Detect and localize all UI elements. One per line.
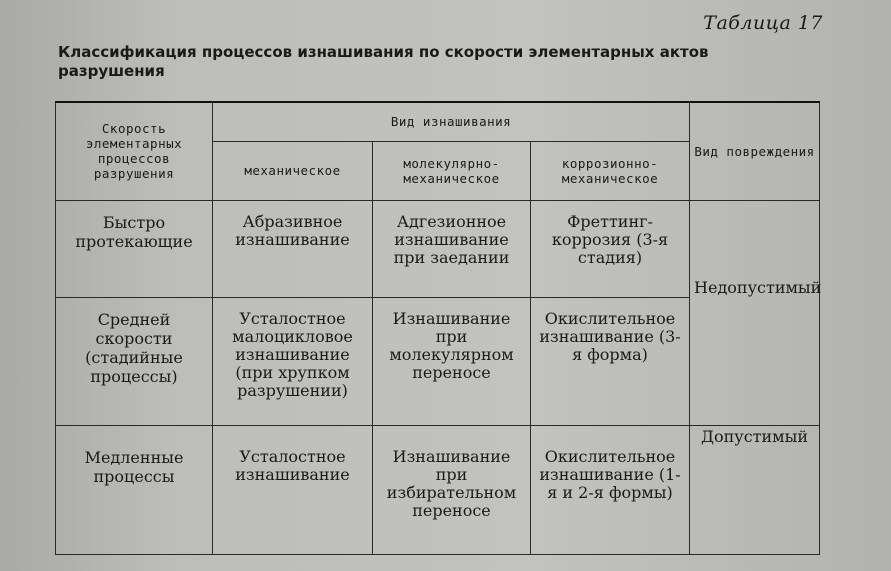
header-molecular-mechanical: молекулярно-механическое <box>373 141 531 200</box>
cell-mechanical: Усталостное малоцикловое изнашивание (при хрупком разрушении) <box>213 297 373 425</box>
table-row <box>56 425 820 554</box>
cell-molecular: Изнашивание при избирательном переносе <box>373 425 531 554</box>
cell-molecular: Изнашивание при молекулярном переносе <box>373 297 531 425</box>
row-speed: Средней скорости (стадийные процессы) <box>56 297 213 425</box>
cell-corrosion: Фреттинг-коррозия (3-я стадия) <box>531 200 690 297</box>
damage-acceptable: Допустимый <box>690 425 820 554</box>
cell-mechanical: Усталостное изнашивание <box>213 425 373 554</box>
cell-molecular: Адгезионное изнашивание при заедании <box>373 200 531 297</box>
table-number: Таблица 17 <box>703 12 823 34</box>
cell-mechanical: Абразивное изнашивание <box>213 200 373 297</box>
header-damage-type: Вид повреждения <box>690 102 820 200</box>
cell-corrosion: Окислительное изнашивание (1-я и 2-я формы) <box>531 425 690 554</box>
cell-corrosion: Окислительное изнашивание (3-я форма) <box>531 297 690 425</box>
header-wear-type: Вид изнашивания <box>213 102 690 141</box>
header-speed: Скорость элементарных процессов разрушения <box>56 102 213 200</box>
row-speed: Быстро протекающие <box>56 200 213 297</box>
row-speed: Медленные процессы <box>56 425 213 554</box>
header-mechanical: механическое <box>213 141 373 200</box>
damage-unacceptable: Недопустимый <box>690 200 820 425</box>
wear-classification-table <box>55 101 820 555</box>
table-caption: Классификация процессов изнашивания по скорости элементарных актов разрушения <box>58 43 709 80</box>
header-corrosion-mechanical: коррозионно-механическое <box>531 141 690 200</box>
table-row <box>56 200 820 297</box>
